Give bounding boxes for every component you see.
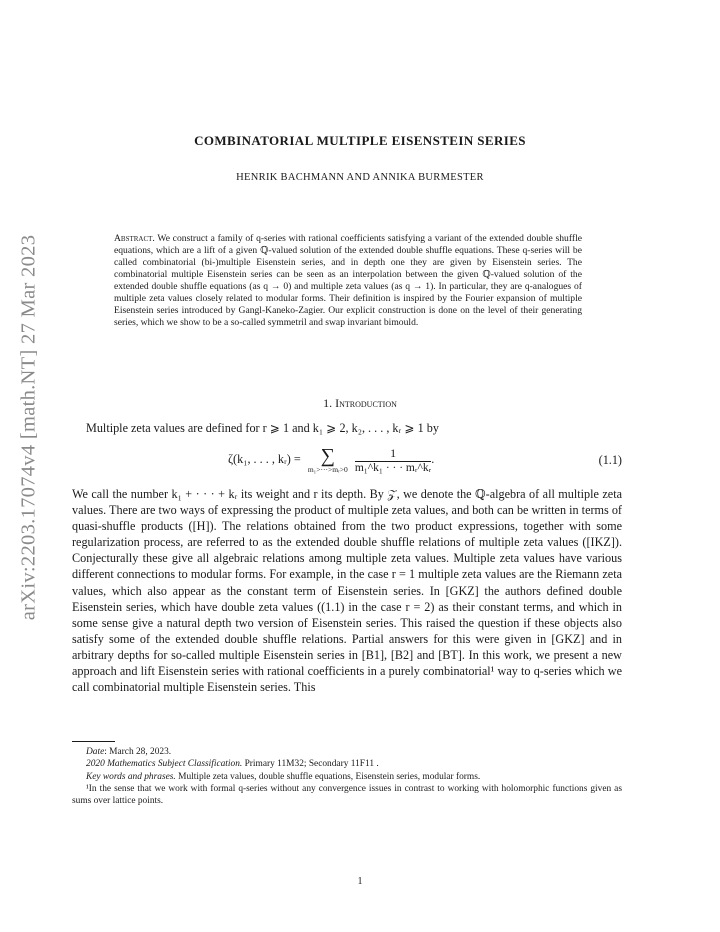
fraction-numerator: 1: [355, 446, 431, 462]
date-value: : March 28, 2023.: [104, 747, 172, 757]
footnote-keywords: [72, 771, 622, 783]
msc-label: 2020 Mathematics Subject Classification.: [86, 759, 243, 770]
fraction-denominator: m₁^k₁ · · · mᵣ^kᵣ: [354, 462, 432, 474]
equation-number: (1.1): [598, 453, 622, 467]
footnote-msc: [72, 758, 622, 770]
abstract: [114, 233, 582, 329]
paper-title: COMBINATORIAL MULTIPLE EISENSTEIN SERIES: [194, 133, 526, 148]
date-label: Date: [86, 747, 105, 757]
intro-first-line: Multiple zeta values are defined for r ⩾ 1 and k₁ ⩾ 2, k₂, . . . , kᵣ ⩾ 1 by: [86, 421, 439, 435]
arxiv-stamp: [13, 205, 45, 650]
msc-value: Primary 11M32; Secondary 11F11 .: [242, 759, 379, 770]
paper-authors: HENRIK BACHMANN AND ANNIKA BURMESTER: [236, 172, 484, 183]
equation-period: .: [431, 451, 435, 466]
equation-body: [228, 446, 434, 474]
equation-fraction: [355, 446, 431, 474]
equation-1-1: [72, 442, 622, 482]
page-number: 1: [357, 876, 363, 887]
keywords-label: Key words and phrases.: [86, 771, 176, 782]
section-heading: [0, 396, 720, 411]
sum-index: m₁>···>mᵣ>0: [307, 464, 348, 474]
keywords-value: Multiple zeta values, double shuffle equations, Eisenstein series, modular forms.: [175, 771, 481, 782]
section-number: 1.: [323, 396, 333, 410]
sum-operator: [307, 444, 348, 474]
footnotes: [72, 746, 622, 807]
section-title: Introduction: [335, 396, 397, 410]
abstract-label: Abstract.: [114, 233, 155, 244]
arxiv-identifier: arXiv:2203.17074v4 [math.NT] 27 Mar 2023: [17, 234, 40, 621]
footnote-rule: [72, 741, 115, 742]
footnote-1: ¹In the sense that we work with formal q-series without any convergence issues in contrast to working with holomorphic functions given as sums over lattice points.: [72, 783, 622, 807]
sum-symbol: ∑: [320, 444, 335, 467]
footnote-date: [72, 746, 622, 758]
equation-lhs: ζ(k₁, . . . , kᵣ) =: [228, 451, 301, 466]
abstract-text: We construct a family of q-series with rational coefficients satisfying a variant of the extended double shuffle equations, which are a lift of a given ℚ-valued solution of the extended double shuffle equations. These q-series will be called combinatorial (bi-)multiple Eisenstein series, and in depth one they are given by Eisenstein series. The combinatorial multiple Eisenstein series can be seen as an interpolation between the given ℚ-valued solution of the extended double shuffle equations (as q → 0) and multiple zeta values (as q → 1). In particular, they are q-analogues of multiple zeta values closely related to modular forms. Their definition is inspired by the Fourier expansion of multiple Eisenstein series introduced by Gangl-Kaneko-Zagier. Our explicit construction is done on the level of their generating series, which we show to be a so-called symmetril and swap invariant bimould.: [114, 233, 582, 329]
body-paragraph: We call the number k₁ + · · · + kᵣ its weight and r its depth. By 𝒵, we denote the ℚ-algebra of all multiple zeta values. There are two ways of expressing the product of multiple zeta values, and both can be written in terms of quasi-shuffle products ([H]). The relations obtained from the two product expressions, together with some regularization process, are referred to as the extended double shuffle relations of multiple zeta values ([IKZ]). Conjecturally these give all algebraic relations among multiple zeta values. Multiple zeta values have various different connections to modular forms. For example, in the case r = 1 multiple zeta values are the Riemann zeta values, which also appear as the constant term of Eisenstein series. In [GKZ] the authors defined double Eisenstein series, which have double zeta values ((1.1) in the case r = 2) as their constant terms, and which in some sense give a natural depth two version of Eisenstein series. This raised the question if these objects also satisfy some of the extended double shuffle relations. Partial answers for this were given in [GKZ] and in arbitrary depths for so-called multiple Eisenstein series in [B1], [B2] and [BT]. In this work, we present a new approach and lift Eisenstein series with rational coefficients in a purely combinatorial¹ way to q-series which we call combinatorial multiple Eisenstein series. This: [72, 487, 622, 695]
